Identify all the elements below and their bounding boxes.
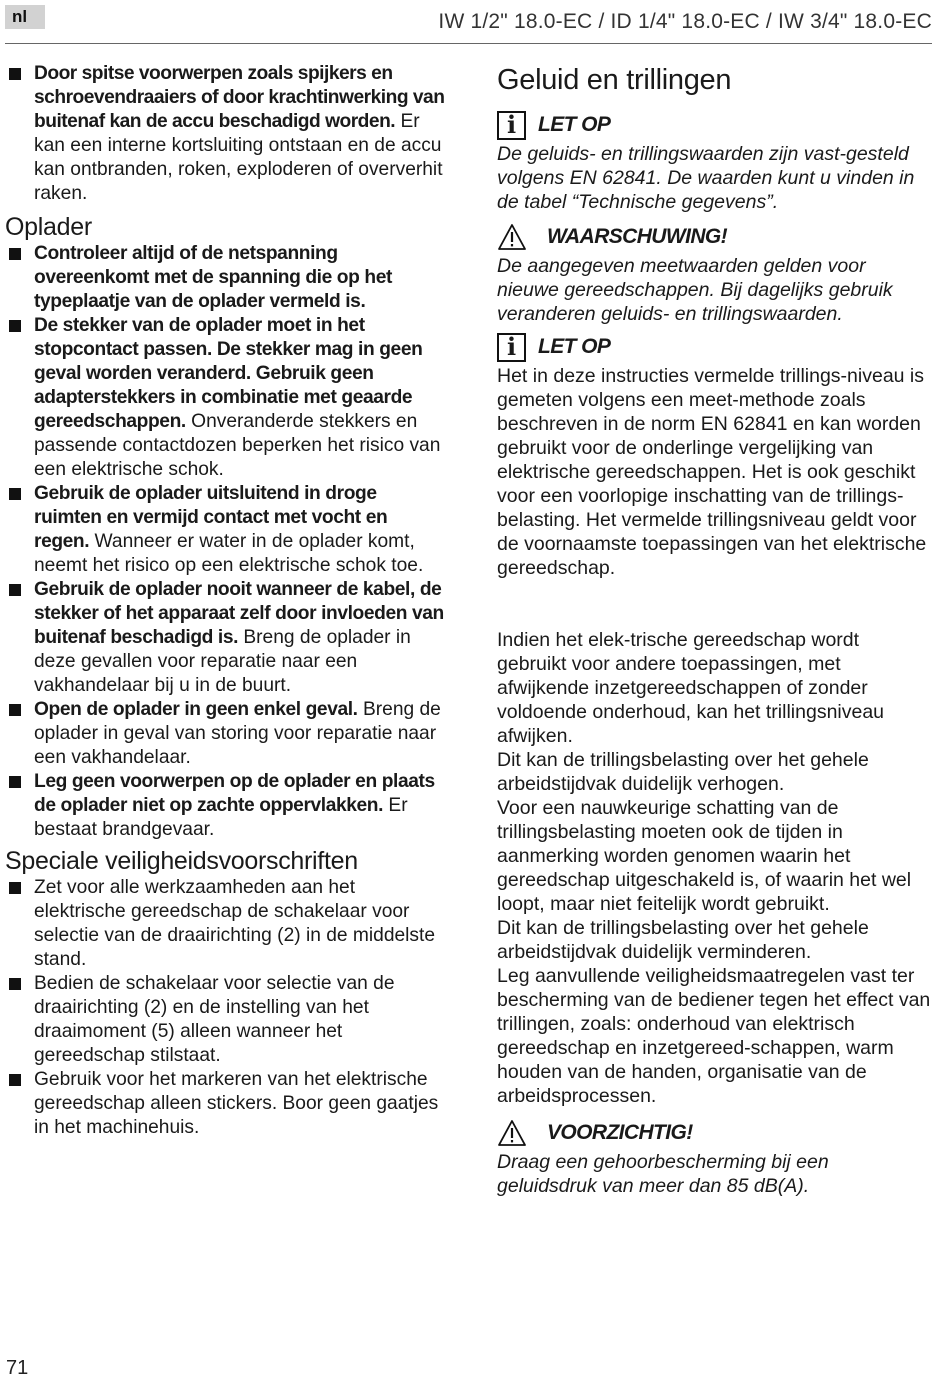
list-item	[5, 62, 445, 206]
notice-body-text: Het in deze instructies vermelde trillings-niveau is gemeten volgens een meet-methode zoals beschreven in de norm EN 62841 en kan worden gebruikt voor de onderlinge vergelijking van elektrische gereedschappen. Het is ook geschikt voor een voorlopige inschatting van de trillings-belasting. Het vermelde trillingsniveau geldt voor de voornaamste toepassingen van het elektrische gereedschap.	[497, 365, 927, 579]
section-heading-oplader: Oplader	[5, 213, 92, 241]
bullet-text: Zet voor alle werkzaamheden aan het elektrische gereedschap de schakelaar voor selectie van de draairichting (2) in de middelste stand.	[34, 877, 436, 970]
list-item	[5, 698, 445, 770]
notice-label: LET OP	[538, 113, 611, 136]
list-item	[5, 242, 445, 314]
bullet-icon	[9, 1074, 21, 1086]
special-safety-list	[5, 876, 445, 1140]
page-number: 71	[6, 1357, 29, 1379]
language-tag: nl	[5, 5, 45, 29]
bullet-icon	[9, 776, 21, 788]
body-paragraph: Indien het elek-trische gereedschap wordt gebruikt voor andere toepassingen, met afwijkende inzetgereedschappen of zonder voldoende onderhoud, kan het trillingsniveau afwijken.	[497, 629, 885, 747]
list-item	[5, 482, 445, 578]
warning-triangle-icon	[497, 223, 527, 251]
battery-safety-list	[5, 62, 445, 206]
bullet-text: Gebruik voor het markeren van het elektrische gereedschap alleen stickers. Boor geen gaatjes in het machinehuis.	[34, 1069, 439, 1138]
list-item	[5, 876, 445, 972]
body-paragraph: Leg aanvullende veiligheidsmaatregelen vast ter bescherming van de bediener tegen het effect van trillingen, zoals: onderhoud van elektrisch gereedschap en inzetgereed-schappen, warm houden van de handen, organisatie van de arbeidsprocessen.	[497, 965, 931, 1107]
warning-header	[497, 220, 932, 254]
left-column	[5, 62, 445, 1140]
bullet-text: Wanneer er water in de oplader komt, neemt het risico op een elektrische schok toe.	[34, 531, 424, 576]
section-heading-geluid: Geluid en trillingen	[497, 64, 732, 96]
body-paragraph: Dit kan de trillingsbelasting over het gehele arbeidstijdvak duidelijk verhogen.	[497, 749, 869, 795]
bullet-bold-text: De stekker van de oplader moet in het stopcontact passen. De stekker mag in geen geval worden veranderd. Gebruik geen adapterstekkers in combinatie met geaarde gereedschappen.	[34, 315, 423, 432]
info-icon: i	[497, 111, 526, 140]
warning-text: De aangegeven meetwaarden gelden voor nieuwe gereedschappen. Bij dagelijks gebruik veranderen geluids- en trillingswaarden.	[497, 255, 893, 325]
bullet-bold-text: Open de oplader in geen enkel geval.	[34, 699, 358, 720]
header-divider	[5, 43, 932, 44]
bullet-icon	[9, 882, 21, 894]
list-item	[5, 314, 445, 482]
list-item	[5, 1068, 445, 1140]
warning-triangle-icon	[497, 1119, 527, 1147]
warning-label: WAARSCHUWING!	[547, 225, 728, 248]
right-column	[497, 62, 932, 1198]
bullet-icon	[9, 488, 21, 500]
body-paragraph: Dit kan de trillingsbelasting over het gehele arbeidstijdvak duidelijk verminderen.	[497, 917, 869, 963]
list-item	[5, 770, 445, 842]
model-title: IW 1/2" 18.0-EC / ID 1/4" 18.0-EC / IW 3/4" 18.0-EC	[438, 10, 932, 33]
bullet-bold-text: Gebruik de oplader uitsluitend in droge ruimten en vermijd contact met vocht en regen.	[34, 483, 388, 552]
bullet-text: Onveranderde stekkers en passende contactdozen beperken het risico van een elektrische schok.	[34, 411, 441, 480]
spacer	[497, 580, 932, 628]
caution-label: VOORZICHTIG!	[547, 1121, 693, 1144]
bullet-text: Er kan een interne kortsluiting ontstaan en de accu kan ontbranden, roken, exploderen of oververhit raken.	[34, 111, 443, 204]
bullet-icon	[9, 68, 21, 80]
body-paragraph: Voor een nauwkeurige schatting van de trillingsbelasting moeten ook de tijden in aanmerking worden genomen waarin het gereedschap uitgeschakeld is, of waarin het wel loopt, maar niet feitelijk wordt gebruikt.	[497, 797, 912, 915]
notice-header	[497, 108, 932, 142]
list-item	[5, 578, 445, 698]
charger-safety-list	[5, 242, 445, 842]
notice-header	[497, 330, 932, 364]
bullet-text: Bedien de schakelaar voor selectie van de draairichting (2) en de instelling van het draaimoment (5) alleen wanneer het gereedschap stilstaat.	[34, 973, 395, 1066]
bullet-icon	[9, 704, 21, 716]
bullet-icon	[9, 248, 21, 260]
bullet-bold-text: Leg geen voorwerpen op de oplader en plaats de oplader niet op zachte oppervlakken.	[34, 771, 435, 816]
bullet-bold-text: Door spitse voorwerpen zoals spijkers en schroevendraaiers of door krachtinwerking van buitenaf kan de accu beschadigd worden.	[34, 63, 445, 132]
caution-header	[497, 1116, 932, 1150]
info-icon: i	[497, 333, 526, 362]
bullet-bold-text: Controleer altijd of de netspanning overeenkomt met de spanning die op het typeplaatje van de oplader vermeld is.	[34, 243, 392, 312]
list-item	[5, 972, 445, 1068]
notice-text: De geluids- en trillingswaarden zijn vast-gesteld volgens EN 62841. De waarden kunt u vinden in de tabel “Technische gegevens”.	[497, 143, 915, 213]
bullet-icon	[9, 978, 21, 990]
bullet-icon	[9, 584, 21, 596]
bullet-bold-text: Gebruik de oplader nooit wanneer de kabel, de stekker of het apparaat zelf door invloeden van buitenaf beschadigd is.	[34, 579, 444, 648]
section-heading-speciale: Speciale veiligheidsvoorschriften	[5, 847, 358, 875]
caution-text: Draag een gehoorbescherming bij een geluidsdruk van meer dan 85 dB(A).	[497, 1151, 829, 1197]
bullet-icon	[9, 320, 21, 332]
bullet-text: Er bestaat brandgevaar.	[34, 795, 408, 840]
notice-label: LET OP	[538, 335, 611, 358]
bullet-text: Breng de oplader in geval van storing voor reparatie naar een vakhandelaar.	[34, 699, 441, 768]
bullet-text: Breng de oplader in deze gevallen voor reparatie naar een vakhandelaar bij u in de buurt.	[34, 627, 411, 696]
